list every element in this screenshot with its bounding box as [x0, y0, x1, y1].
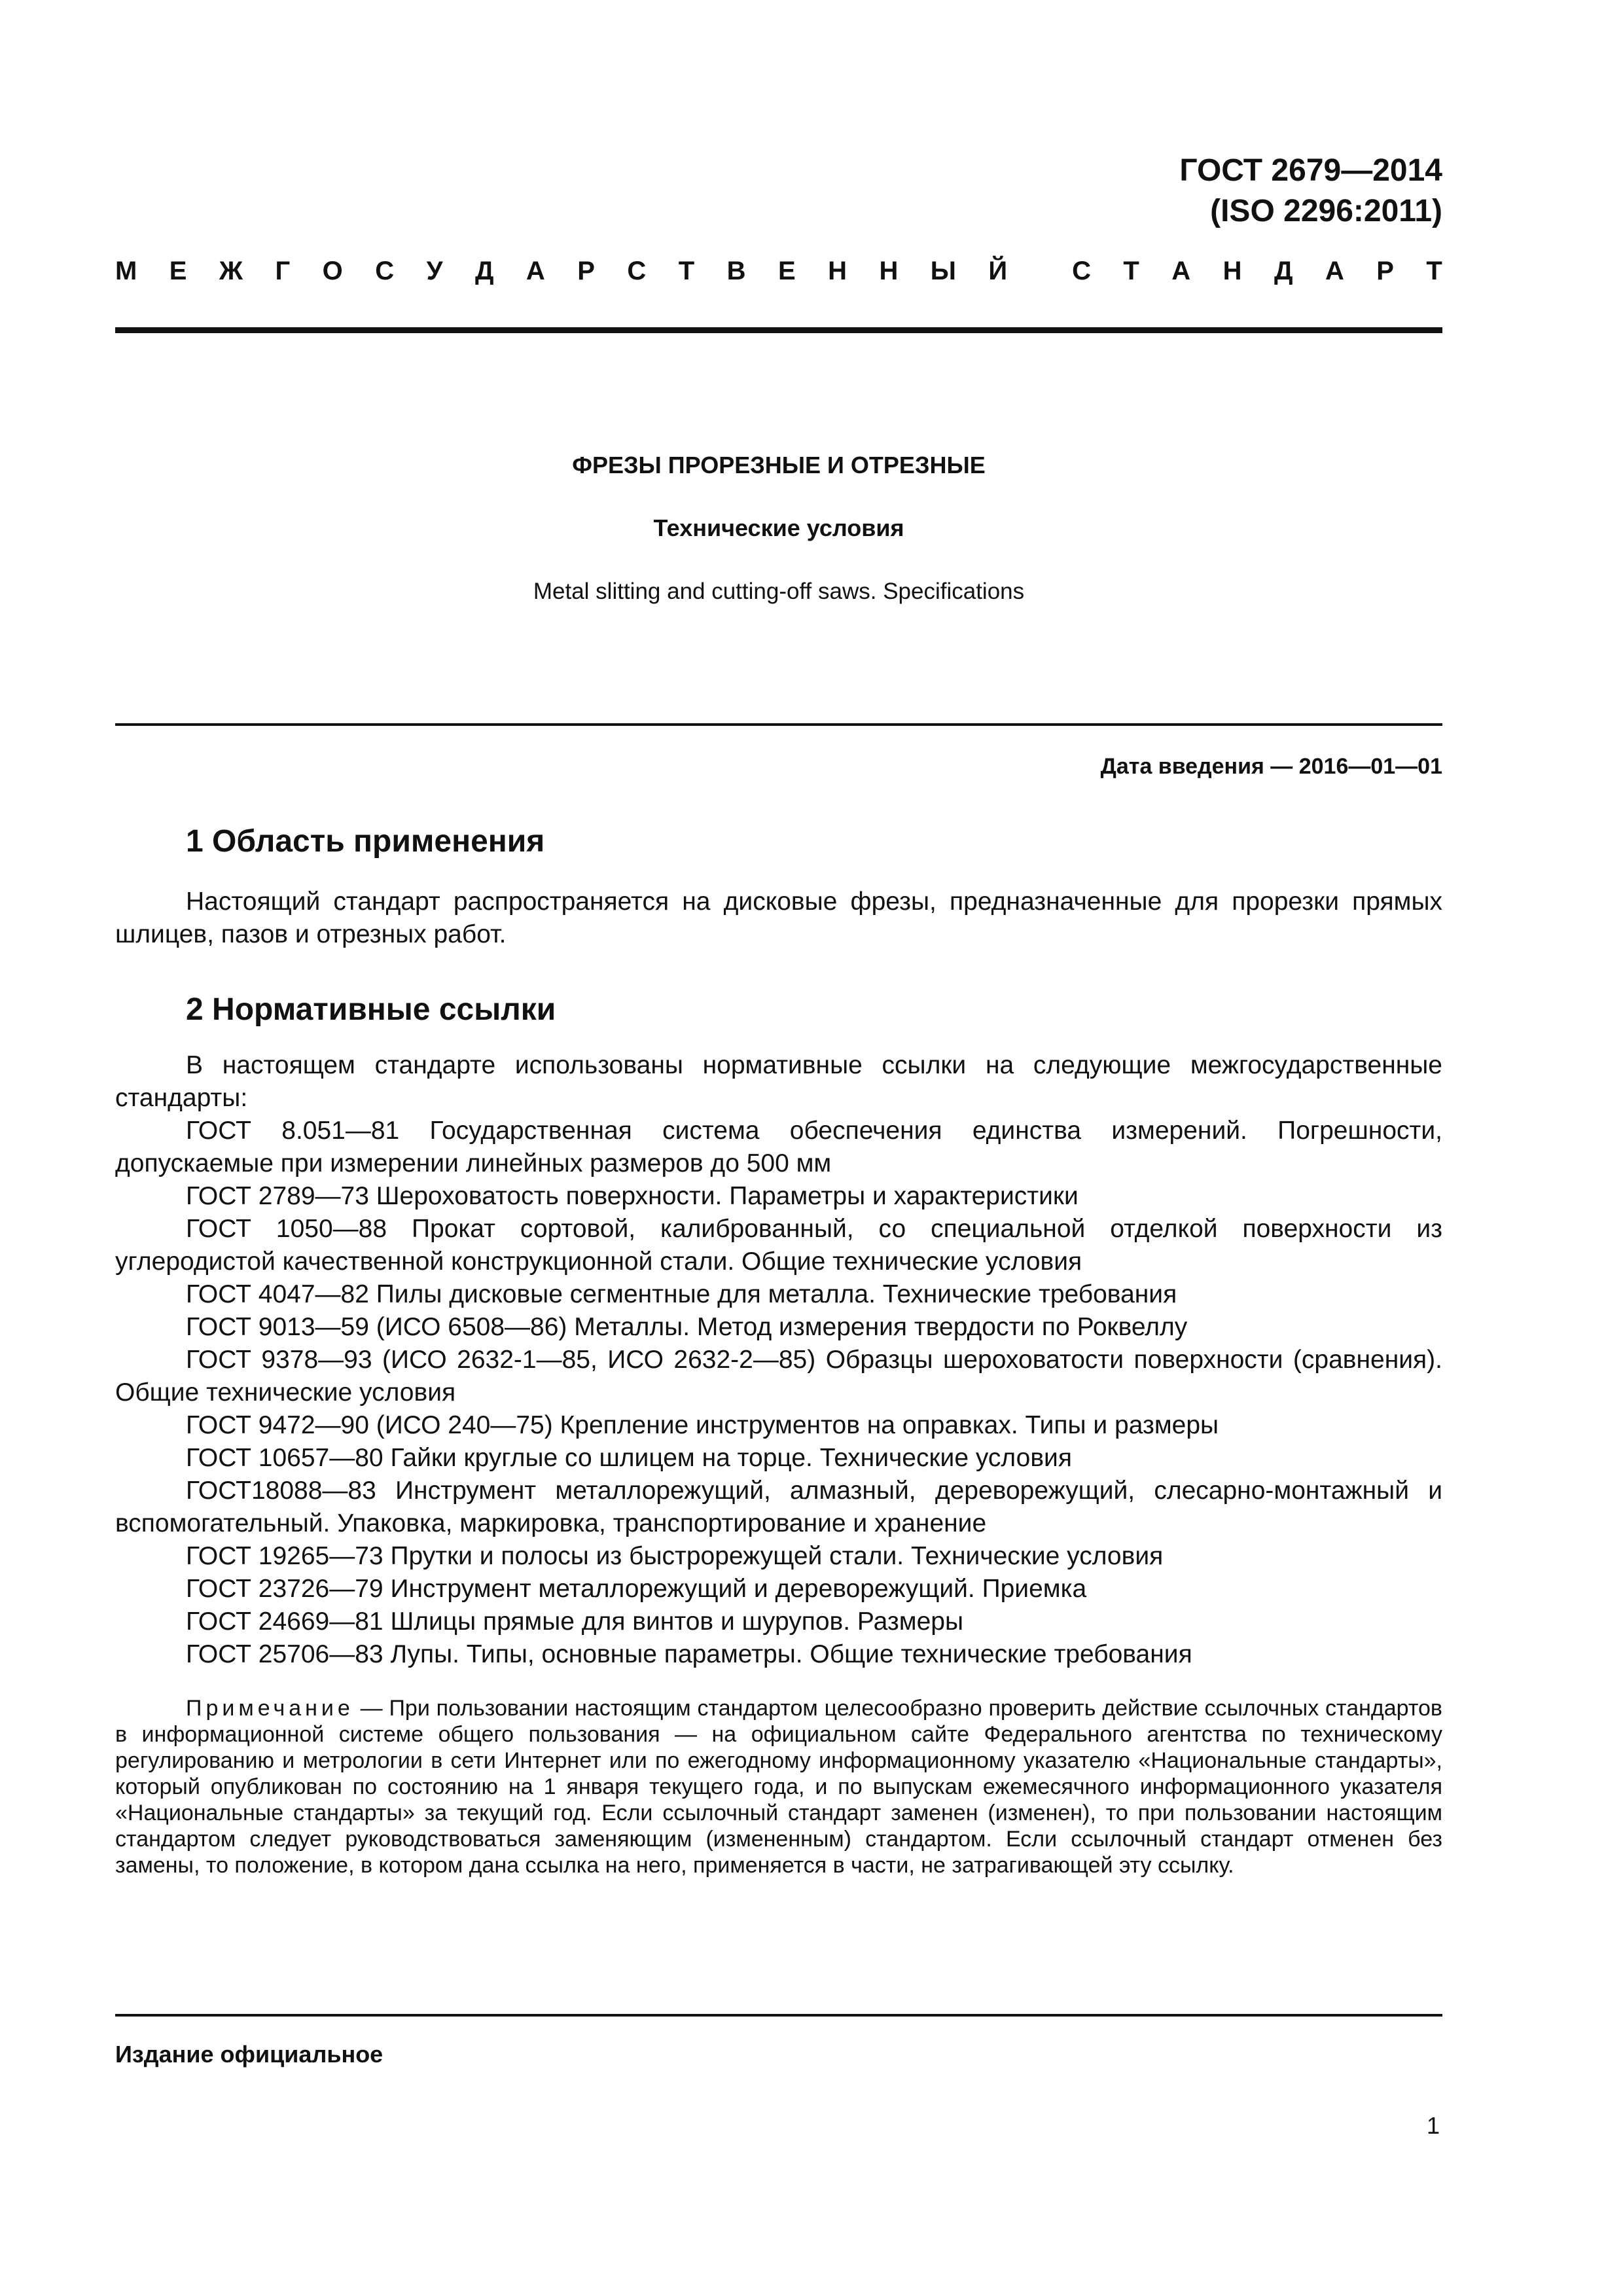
heading-letter: В [726, 257, 746, 285]
section-2-intro: В настоящем стандарте использованы нормативные ссылки на следующие межгосударственные стандарты: [115, 1051, 1442, 1112]
heading-letter: А [1171, 257, 1191, 285]
reference-item: ГОСТ 23726—79 Инструмент металлорежущий и дереворежущий. Приемка [186, 1575, 1087, 1603]
heading-letter: Р [577, 257, 595, 285]
heading-letter: Е [169, 257, 187, 285]
document-subtitle: Технические условия [653, 514, 904, 541]
heading-letter: Д [1274, 257, 1293, 285]
footer-rule [115, 2014, 1442, 2017]
reference-item: ГОСТ 9013—59 (ИСО 6508—86) Металлы. Метод измерения твердости по Роквеллу [186, 1313, 1188, 1341]
heading-letter: Г [275, 257, 291, 285]
document-subtitle-english: Metal slitting and cutting-off saws. Specifications [533, 579, 1025, 604]
section-2-heading: 2 Нормативные ссылки [186, 992, 556, 1027]
reference-item: ГОСТ 24669—81 Шлицы прямые для винтов и шурупов. Размеры [186, 1607, 963, 1636]
reference-item: ГОСТ 2789—73 Шероховатость поверхности. Параметры и характеристики [186, 1182, 1079, 1210]
heading-letter: С [1072, 257, 1091, 285]
title-rule [115, 723, 1442, 726]
section-2-note [115, 1695, 1442, 1878]
heading-letter: М [115, 257, 137, 285]
note-text: — При пользовании настоящим стандартом целесообразно проверить действие ссылочных стандартов в информационной системе общего пользования — на официальном сайте Федерального агентства по техническому регулированию и метрологии в сети Интернет или по ежегодному информационному указателю «Национальные стандарты», который опубликован по состоянию на 1 января текущего года, и по выпускам ежемесячного информационного указателя «Национальные стандарты» за текущий год. Если ссылочный стандарт заменен (изменен), то при пользовании настоящим стандартом следует руководствоваться заменяющим (измененным) стандартом. Если ссылочный стандарт отменен без замены, то положение, в котором дана ссылка на него, применяется в части, не затрагивающей эту ссылку. [115, 1696, 1442, 1878]
introduction-date: Дата введения — 2016—01—01 [1100, 754, 1442, 779]
standard-number-gost: ГОСТ 2679—2014 [1179, 153, 1442, 188]
top-rule [115, 327, 1442, 333]
heading-letter: Й [988, 257, 1008, 285]
heading-letter: А [526, 257, 545, 285]
heading-letter: Д [474, 257, 494, 285]
section-2-body [115, 1049, 1442, 1671]
heading-letter: Т [678, 257, 695, 285]
reference-item: ГОСТ 8.051—81 Государственная система обеспечения единства измерений. Погрешности, допускаемые при измерении линейных размеров до 500 мм [115, 1117, 1442, 1177]
heading-letter: О [322, 257, 343, 285]
reference-item: ГОСТ 4047—82 Пилы дисковые сегментные для металла. Технические требования [186, 1280, 1177, 1308]
heading-letter: Н [828, 257, 847, 285]
heading-letter: У [426, 257, 443, 285]
heading-letter: Ы [930, 257, 956, 285]
reference-item: ГОСТ 25706—83 Лупы. Типы, основные параметры. Общие технические требования [186, 1640, 1192, 1668]
heading-letter: С [375, 257, 395, 285]
reference-item: ГОСТ 9472—90 (ИСО 240—75) Крепление инструментов на оправках. Типы и размеры [186, 1411, 1219, 1439]
heading-letter: А [1325, 257, 1344, 285]
heading-letter: Н [879, 257, 899, 285]
page-number: 1 [1426, 2112, 1440, 2139]
document-title: ФРЕЗЫ ПРОРЕЗНЫЕ И ОТРЕЗНЫЕ [572, 452, 986, 478]
section-1-heading: 1 Область применения [186, 824, 545, 859]
reference-item: ГОСТ18088—83 Инструмент металлорежущий, алмазный, дереворежущий, слесарно-монтажный и вспомогательный. Упаковка, маркировка, транспортирование и хранение [115, 1477, 1442, 1537]
reference-item: ГОСТ 19265—73 Прутки и полосы из быстрорежущей стали. Технические условия [186, 1542, 1164, 1570]
standard-number-iso: (ISO 2296:2011) [1210, 194, 1442, 228]
standard-number [785, 151, 1442, 232]
heading-letter: Р [1376, 257, 1394, 285]
section-1-body [115, 886, 1442, 951]
heading-letter: Т [1426, 257, 1442, 285]
interstate-standard-heading [115, 257, 1442, 286]
heading-letter: С [627, 257, 647, 285]
reference-item: ГОСТ 1050—88 Прокат сортовой, калиброванный, со специальной отделкой поверхности из углеродистой качественной конструкционной стали. Общие технические условия [115, 1215, 1442, 1276]
official-edition-label: Издание официальное [115, 2041, 383, 2068]
heading-letter: Н [1222, 257, 1242, 285]
note-label: Примечание [186, 1696, 354, 1721]
heading-letter: Е [777, 257, 796, 285]
heading-letter: Т [1123, 257, 1139, 285]
reference-item: ГОСТ 10657—80 Гайки круглые со шлицем на торце. Технические условия [186, 1444, 1072, 1472]
section-1-paragraph: Настоящий стандарт распространяется на дисковые фрезы, предназначенные для прорезки прямых шлицев, пазов и отрезных работ. [115, 888, 1442, 948]
heading-letter: Ж [219, 257, 243, 285]
reference-item: ГОСТ 9378—93 (ИСО 2632-1—85, ИСО 2632-2—85) Образцы шероховатости поверхности (сравнения). Общие технические условия [115, 1346, 1442, 1407]
